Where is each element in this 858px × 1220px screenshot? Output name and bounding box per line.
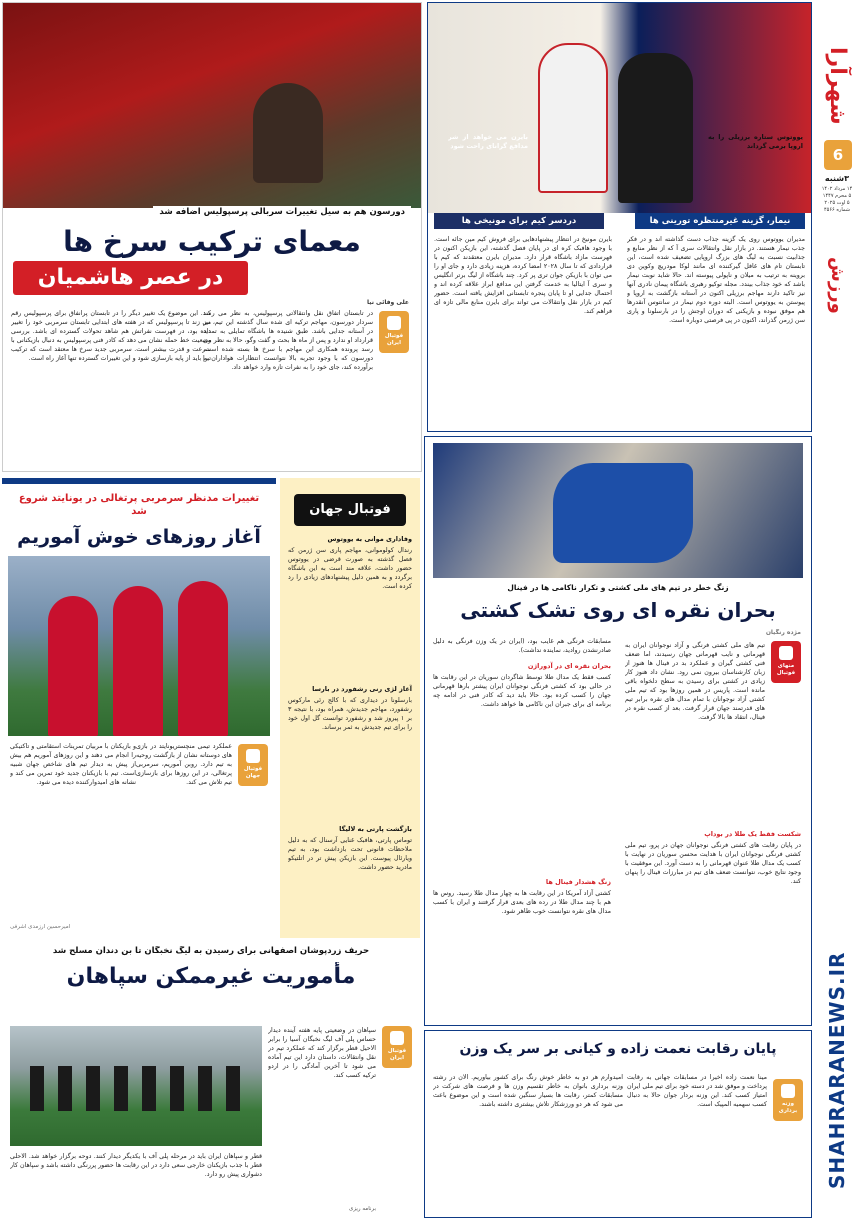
wrestling-body-col1: تیم های ملی کشتی فرنگی و آزاد نوجوانان ایران به قهرمانی و نایب قهرمانی جهان رسیدند، اما ضعف فنی کشتی گیران و عملکرد بد در فینال ها هنوز از زبان کارشناسان بیرون نمی رود. نشان داد هنوز کار زیادی در کشتی برای رسیدن به سطح دلخواه باقی مانده است. پاریس در همین روزها بود که تیم ملی کشتی آزاد نوجوانان با تمام مدال های نقره برابر تیم های قدرتمند جهان قرار گرفت. بعد از کسب نقره در فینال، انتقاد ها بالا گرفت. [625,642,765,721]
sepahan-kicker: حریف زردپوشان اصفهانی برای رسیدن به لیگ نخبگان تا بن دندان مسلح شد [52,946,370,956]
manutd-body-right: عملکرد تیمی منچستریونایتد در بازی های دوستانه نشان از بازگشت روحیه به تیم دارد. روبن آموریم، سرمربی پرتغالی، در این روزها برای بازسازی تیم تلاش می کند. [136,743,232,786]
manutd-kicker: تغییرات مدنظر سرمربی پرتغالی در یونایتد شروع شد [18,493,260,517]
players-photo [428,3,811,213]
player-figure [178,581,228,736]
neymar-article-body: مدیران یووتوس روی یک گزینه جذاب دست گذاشته اند و در فکر جذب نیمار هستند. در بازار نقل وانتقالات سری آ که از نظر منابع و جذابیت نسبت به لیگ های بزرگ اروپایی تضعیف شده است، این تابستان تام های غافل گیرکننده ای مانند لوکا مودریچ وکوین دی بروینه به ترتیب به میلان و ناپولی پیوسته اند. حالا شاید نوبت نیمار باشد که خود جذاب بیندد. مجله توکیو رهبری باشگاه پیمان نادری آنها نیز تاکید دارند مهاجم برزیلی اکنون در آستانه بازگشت به اروپا و پیوستن به یووتوس است. البته دوره دوم نیمار در سانتوس آنقدرها هم موفق نبوده و بازیکنی که دوران اوجش را در بارسلونا و پاری سن ژرمن گذراند، اکنون در پی فرصتی دوباره است. [627,236,805,324]
wrestling-body-col2b: کسب فقط یک مدال طلا توسط شاگردان سوریان در این رقابت ها در حالی بود که کشتی فرنگی نوجوانان ایران پیشتر بارها قهرمانی جهان را کسب کرده بود. حالا باید دید که کادر فنی در ادامه چه برنامه ای برای جبران این ناکامی ها خواهد داشت. [433,674,611,708]
page-number-badge: 6 [824,140,852,170]
world-football-subhead-2: آغاز لژی رنی رشفورد در بارسا [312,685,412,693]
tag-world-football: فوتبال جهان [238,744,268,786]
world-football-body-3: توماس پارتی، هافبک غنایی آرسنال که به دلیل ملاحظات قانونی تحت بازداشت بود، به تیم ویارئال پیوست. این بازیکن پیش تر در اتلتیکو مادرید حضور داشت. [288,837,412,871]
headline-kim: دردسر کیم برای مونیخی ها [434,213,604,229]
wrestling-body-col1b: در پایان رقابت های کشتی فرنگی نوجوانان جهان در پرو، تیم ملی کشتی فرنگی نوجوانان ایران با هدایت محسن سوریان در نهایت با کسب یک مدال طلا عنوان قهرمانی را به دست آورد. این موفقیت با وجود نتایج خوب، نتوانست ضعف های تیم در مبارزات فینال را پنهان کند. [625,842,801,885]
tag-non-football: منهای فوتبال [771,641,801,683]
sepahan-body-right: سپاهان در وضعیتی پایه هفته آینده دیدار حساس پلی آف لیگ نخبگان آسیا را برابر الاحیل قطر برگزار کند که عملکرد تیم در نقل وانتقالات، داستان دارد این تیم آماده می شود تا آخرین آمادگی را در اردو ترکیه کسب کند. [268,1027,376,1079]
wrestling-body-col2: مسابقات فرنگی هم غایب بود، (ایران در یک وزن فرنگی به دلیل صادرنشدن روادید، نماینده نداشت). [433,638,611,654]
persepolis-title-line2: در عصر هاشمیان [13,261,248,295]
weightlifting-title: پایان رقابت نعمت زاده و کیانی بر سر یک وزن [459,1041,777,1057]
wrestling-author: مژده رنگیان [765,629,801,636]
world-football-body-1: رندال کولوموانی، مهاجم پاری سن ژرمن که فصل گذشته به صورت قرضی در یووتوس حضور داشت، علاقه مند است به این باشگاه برگردد و به همین دلیل پیشنهادهای زیادی را رد کرده است. [288,547,412,590]
wrestling-story-block [424,436,812,1026]
player-kim-figure [538,43,608,193]
sepahan-body-left: قطر و سپاهان ایران باید در مرحله پلی آف با یکدیگر دیدار کنند. دوحه برگزار خواهد شد. الاحلی قطر با جذب بازیکنان خارجی سعی دارد در این رقابت ها حضور پررنگی داشته باشد و سپاهان کار دشواری پیش رو دارد. [10,1153,262,1178]
world-football-body-2: بارسلونا در دیداری که با کالج رئی مارکوس رشفورد، مهاجم جدیدش، همراه بود، با نتیجه ۳ بر ۱ پیروز شد و رشفورد توانست گل اول خود را برای تیم جدیدش به ثمر برساند. [288,697,412,731]
persepolis-players-photo [3,3,422,208]
sepahan-title: مأموریت غیرممکن سپاهان [66,964,356,989]
wrestling-subhead-2: زنگ هشدار فینال ها [545,878,611,886]
players-row-figure [30,1066,250,1111]
manutd-players-photo [8,556,270,736]
persepolis-author: علی وفائی نیا [367,299,409,306]
persepolis-body-left: کند. این موضوع یک تغییر دیگر را در تابستان پرانفاق برای پرسپولیس رقم می زند تا پرسپولیس که در هفته های ابتدایی تابستان سرمربی خود را تغییر داده بود، در فهرست نفراتش هم شاهد تحولات گسترده ای باشد. بررسی وضعیت خط حمله نشان می دهد که کادر فنی پرسپولیس به دنبال بازیکنانی با سرعت و قدرت بیشتر است. سرمربی جدید سرخ ها معتقد است که ترکیب تیم باید از پایه بازسازی شود و این تغییرات گسترده تنها آغاز راه است. [11,310,211,362]
tag-weightlifting: وزنه برداری [773,1079,803,1121]
wrestling-title: بحران نقره ای روی تشک کشتی [460,598,776,622]
masthead-date: ۱۴ مرداد ۱۴۰۲ [821,186,853,192]
player-figure [48,596,98,736]
weightlifting-story-block [424,1030,812,1218]
photo-caption-kim: بایرن می خواهد از شر مدافع گرانای راحت شود [448,133,528,150]
sepahan-story-block [2,942,420,1218]
wrestlers-figure [553,463,693,563]
manutd-author: امیرحسین آرزمدی اشرفی [10,924,71,930]
manutd-story-block [2,478,276,940]
photo-caption-neymar: یووتوس ستاره برزیلی را به اروپا برمی گرداند [708,133,803,150]
masthead-issue: شماره ۴۵۶۶ [824,207,850,213]
tag-iran-football: فوتبال ایران [382,1026,412,1068]
manutd-title: آغاز روزهای خوش آموریم [17,526,261,548]
masthead-date: ۵ محرم ۱۴۴۷ [822,193,852,199]
world-football-subhead-3: بازگشت پارتی به لالیگا [339,825,412,833]
wrestling-body-col2c: کشتی آزاد آمریکا در این رقابت ها به چهار مدال طلا رسید. روس ها هم با چند مدال طلا در رده های بعدی قرار گرفتند و ایران با کسب مدال های نقره نتوانست خوب ظاهر شود. [433,890,611,915]
masthead-section-name: ورزش [827,256,848,314]
persepolis-story-block [2,2,422,472]
wrestling-kicker: زنگ خطر در تیم های ملی کشتی و تکرار ناکامی ها در فینال [507,583,729,592]
coach-figure [253,83,323,183]
tag-iran-football: فوتبال ایران [379,311,409,353]
transfer-story-block [427,2,812,432]
website-url[interactable]: SHAHRARANEWS.IR [825,951,849,1189]
world-football-column [280,478,420,938]
persepolis-title-line1: معمای ترکیب سرخ ها [63,225,361,258]
masthead [816,0,858,1220]
persepolis-kicker: دورسون هم به سیل تغییرات سربالی پرسپولیس اضافه شد [153,206,411,218]
headline-neymar: نیمار، گزینه غیرمنتظره تورینی ها [635,213,805,229]
player-figure [113,586,163,736]
sepahan-author: برنامه ریزی [349,1206,376,1212]
manutd-body-left: و بازیکنان با مربیان تمرینات استقامتی و تاکتیکی را انجام می دهند و این روزهای آموریم هم بیش از پیش به دیدار تیم های شاخص جهان شبیه است. تیم با بازیکنان جدید خود تمرین می کند و نشانه های امیدوارکننده دیده می شود. [10,743,136,786]
weightlifting-body-right: مینا نعمت زاده اخیرا در مسابقات جهانی به رقابت پرداخت و موفق شد در دسته خود برای تیم ملی ایران امتیاز کسب کند. این وزنه بردار جوان حالا به دنبال کسب سهمیه المپیک است. [627,1074,767,1108]
wrestling-photo [433,443,803,578]
wrestling-subhead-3: شکست فقط یک طلا در بوداپ [704,830,801,838]
persepolis-body-right: در تابستان اتفاق نقل وانتقالاتی پرسپولیس، به نظر می رسد سردار دورسون، مهاجم ترکیه ای شده سال گذشته این تیم، نیز در آستانه جدایی باشد. طبق شنیده ها باشگاه تمایلی به تمدید قرارداد او ندارد و پس از ماه ها بحث و گفت وگو، حالا به نظر می رسد پرونده همکاری این مهاجم با سرخ ها بسته شده است. دورسون که با وجود تجربه بالا نتوانست انتظارات هواداران را برآورده کند، جای خود را به نفرات تازه وارد خواهد داد. [203,310,373,371]
world-football-header: فوتبال جهان [294,494,406,526]
masthead-day: ۳شنبه [824,174,850,183]
wrestling-subhead-1: بحران نقره ای در آدوراژن [527,662,611,670]
kim-article-body: بایرن مونیخ در انتظار پیشنهادهایی برای فروش کیم مین جائه است. با وجود هافبک کره ای در پایان فصل گذشته، این بازیکن اکنون در فهرست مازاد باشگاه قرار دارد. مدیران بایرن معتقدند که کیم با قراردادی که تا سال ۲۰۲۸ امضا کرده، هزینه زیادی دارد و جای او را می توان با بازیکن جوان تری پر کرد. چند باشگاه از لیگ برتر انگلیس و سری آ ایتالیا به خدمت گرفتن این مدافع ابراز علاقه کرده اند و احتمال جدایی او تا پایان پنجره تابستانی افزایش یافته است. حضور کیم در بازار نقل وانتقالات می تواند برای بایرن منابع مالی تازه ای فراهم کند. [434,236,612,315]
player-neymar-figure [618,53,693,203]
sepahan-training-photo [10,1026,262,1146]
world-football-subhead-1: وفاداری موانی به یووتوس [327,535,412,543]
weightlifting-body-left: امیدوارم هر دو به خاطر خوش رنگ برای کشور بیاوریم. الان در رشته وزنه برداری بانوان به خاطر تقسیم وزن ها و فرصت های شرکت در مسابقات کمتر، رقابت ها بسیار سنگین شده است و این موضوع باعث می شود که هر دو ورزشکار تلاش بیشتری داشته باشند. [433,1074,623,1108]
masthead-logo: شهرآرا [825,47,850,125]
masthead-date: ۵ اوت ۲۰۲۵ [824,200,850,206]
